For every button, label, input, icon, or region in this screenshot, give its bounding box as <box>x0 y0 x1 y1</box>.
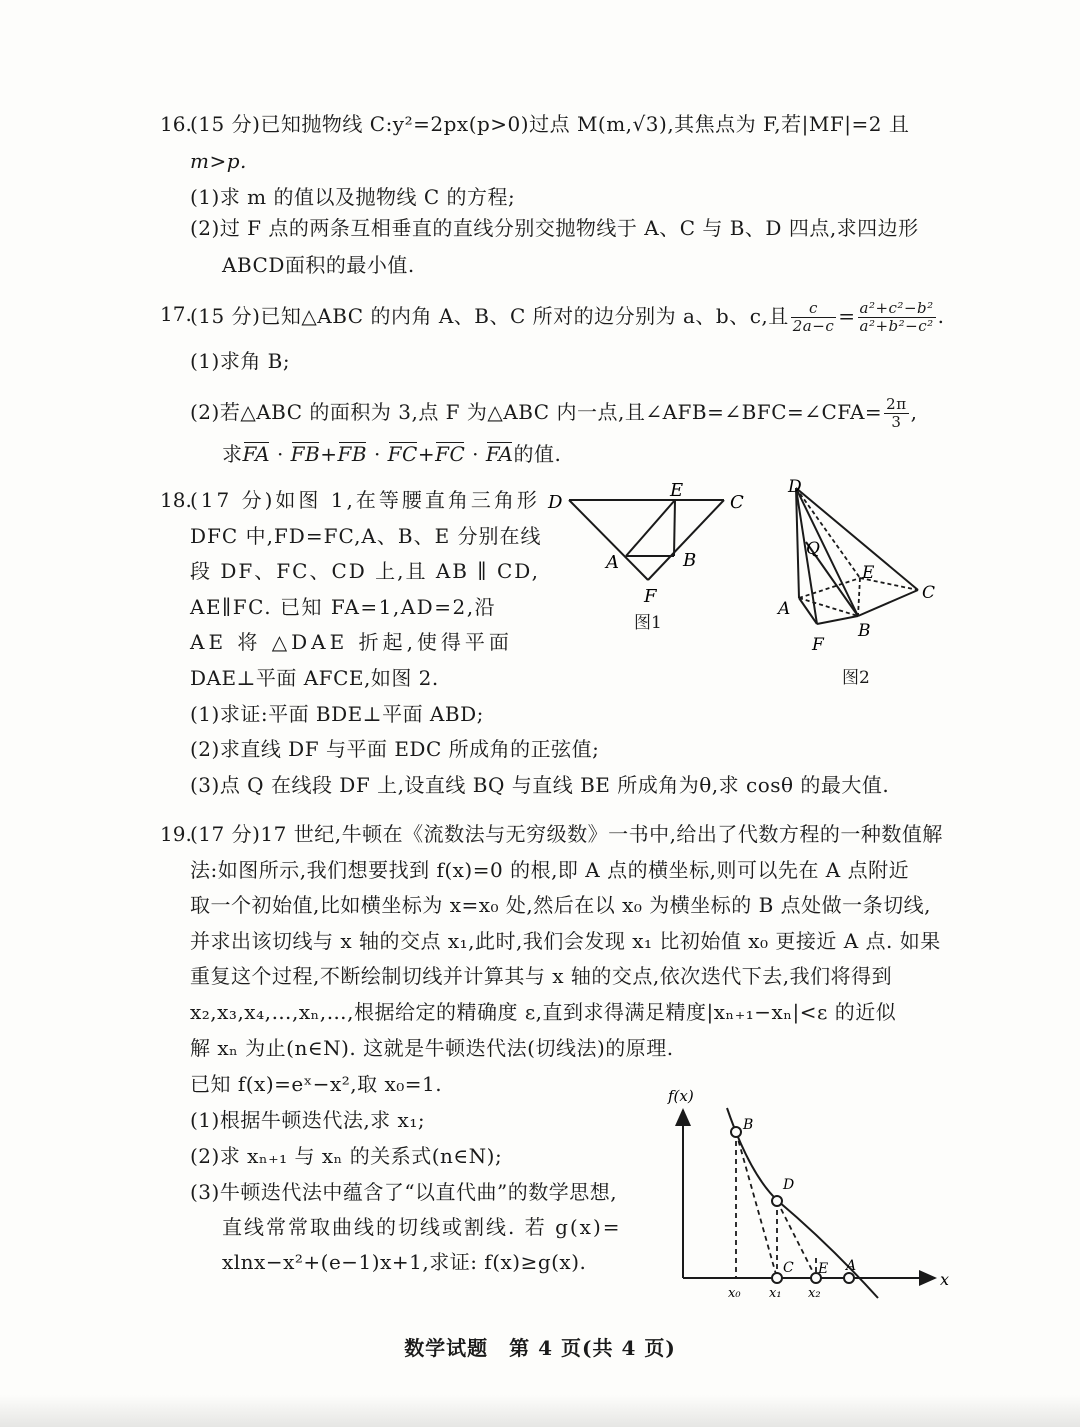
page-footer: 数学试题 第 4 页(共 4 页) <box>404 1336 676 1360</box>
label-e: E <box>818 1261 829 1277</box>
plus-operator: + <box>320 442 338 466</box>
dot-operator: · <box>270 442 291 466</box>
given-function: 已知 f(x)=eˣ−x²,取 x₀=1. <box>190 1072 443 1096</box>
question-stem <box>190 300 944 335</box>
vector-fc: FC <box>435 442 466 466</box>
fraction-c-over-2a-c <box>791 300 836 335</box>
label-b: B <box>858 621 871 641</box>
stem-line: (17 分)17 世纪,牛顿在《流数法与无穷级数》一书中,给出了代数方程的一种数值解 <box>190 822 943 846</box>
stem-line: 并求出该切线与 x 轴的交点 x₁,此时,我们会发现 x₁ 比初始值 x₀ 更接近 A 点. 如果 <box>190 929 941 953</box>
label-d: D <box>548 492 563 513</box>
label-c: C <box>783 1260 794 1276</box>
sub-question-1: (1)求 m 的值以及抛物线 C 的方程; <box>190 185 516 209</box>
label-c: C <box>922 583 936 603</box>
label-e: E <box>862 563 875 583</box>
stem-line: x₂,x₃,x₄,…,xₙ,…,根据给定的精确度 ε,直到求得满足精度|xₙ₊₁−xₙ|<ε 的近似 <box>190 1000 897 1024</box>
figure-2-pyramid-diagram <box>770 478 950 658</box>
sub-question-2-cont: ABCD面积的最小值. <box>222 253 415 277</box>
figure-2-caption: 图2 <box>842 668 870 688</box>
label-c: C <box>730 492 744 513</box>
label-b: B <box>743 1117 754 1133</box>
point-d <box>772 1196 782 1206</box>
x-axis-label: x <box>940 1270 950 1289</box>
plus-operator: + <box>417 442 436 466</box>
point-a <box>844 1273 854 1283</box>
fraction-cosine-ratio <box>858 300 936 335</box>
tick-x0: x₀ <box>728 1286 741 1301</box>
stem-line: DAE⊥平面 AFCE,如图 2. <box>190 666 439 690</box>
stem-line: AE∥FC. 已知 FA=1,AD=2,沿 <box>190 595 497 619</box>
stem-line: 取一个初始值,比如横坐标为 x=x₀ 处,然后在以 x₀ 为横坐标的 B 点处做一条切线, <box>190 893 932 917</box>
label-b: B <box>683 550 697 571</box>
stem-line: 段 DF、FC、CD 上,且 AB ∥ CD, <box>190 559 540 583</box>
label-a: A <box>606 552 619 573</box>
question-number: 18. <box>160 488 192 512</box>
stem-text: (15 分)已知△ABC 的内角 A、B、C 所对的边分别为 a、b、c,且 <box>190 304 789 328</box>
stem-line: 法:如图所示,我们想要找到 f(x)=0 的根,即 A 点的横坐标,则可以先在 A 点附近 <box>190 858 910 882</box>
denominator: a²+b²−c² <box>859 317 934 335</box>
point-b <box>731 1127 741 1137</box>
sub-question-1: (1)求证:平面 BDE⊥平面 ABD; <box>190 702 484 726</box>
figure-1-caption: 图1 <box>634 613 662 633</box>
vector-fc: FC <box>387 442 418 466</box>
point-c <box>772 1273 782 1283</box>
label-e: E <box>670 480 684 501</box>
equals-sign: = <box>838 304 856 328</box>
question-number: 16. <box>160 112 192 136</box>
stem-text: (2)若△ABC 的面积为 3,点 F 为△ABC 内一点,且∠AFB=∠BFC=∠CFA= <box>190 400 883 424</box>
label-f: F <box>644 586 657 607</box>
label-d: D <box>788 478 802 497</box>
sub-question-2 <box>190 396 917 431</box>
label-q: Q <box>806 539 820 559</box>
question-stem: (15 分)已知抛物线 C:y²=2px(p>0)过点 M(m,√3),其焦点为 F,若|MF|=2 且 <box>190 112 910 136</box>
stem-line: AE 将 △DAE 折起,使得平面 <box>190 630 513 654</box>
numerator: c <box>791 300 836 318</box>
label-a: A <box>778 599 791 619</box>
dot-operator: · <box>367 442 388 466</box>
sub-question-1: (1)求角 B; <box>190 349 291 373</box>
stem-line: DFC 中,FD=FC,A、B、E 分别在线 <box>190 524 542 548</box>
label-a: A <box>846 1258 857 1274</box>
comma: , <box>910 400 918 424</box>
label-f: F <box>812 635 824 655</box>
sub-question-3: (3)点 Q 在线段 DF 上,设直线 BQ 与直线 BE 所成角为θ,求 cosθ 的最大值. <box>190 773 890 797</box>
vector-fa: FA <box>485 442 514 466</box>
sub-question-2: (2)过 F 点的两条互相垂直的直线分别交抛物线于 A、C 与 B、D 四点,求四边形 <box>190 216 919 240</box>
dot-operator: · <box>465 442 486 466</box>
denominator: 3 <box>891 413 902 431</box>
denominator: 2a−c <box>792 317 835 335</box>
fraction-2pi-over-3 <box>884 396 908 431</box>
vector-fb: FB <box>337 442 368 466</box>
stem-line: (17 分)如图 1,在等腰直角三角形 <box>190 488 540 512</box>
question-stem-cont: m>p. <box>190 149 247 173</box>
sub-question-3-cont: xlnx−x²+(e−1)x+1,求证: f(x)≥g(x). <box>222 1250 587 1274</box>
scan-edge-shadow <box>0 1395 1080 1427</box>
sub-question-1: (1)根据牛顿迭代法,求 x₁; <box>190 1108 426 1132</box>
numerator: 2π <box>886 395 907 413</box>
label-d: D <box>783 1177 795 1193</box>
stem-text: 求 <box>222 442 243 466</box>
period: . <box>937 304 945 328</box>
sub-question-2-cont <box>222 440 561 468</box>
y-axis-label: f(x) <box>668 1087 694 1105</box>
question-number: 17. <box>160 302 192 326</box>
stem-text: 的值. <box>513 442 562 466</box>
question-number: 19. <box>160 822 192 846</box>
numerator: a²+c²−b² <box>859 299 934 317</box>
sub-question-2: (2)求 xₙ₊₁ 与 xₙ 的关系式(n∈N); <box>190 1144 503 1168</box>
stem-line: 重复这个过程,不断绘制切线并计算其与 x 轴的交点,依次迭代下去,我们将得到 <box>190 964 893 988</box>
sub-question-2: (2)求直线 DF 与平面 EDC 所成角的正弦值; <box>190 737 600 761</box>
sub-question-3-cont: 直线常常取曲线的切线或割线. 若 g(x)= <box>222 1215 622 1239</box>
tick-x1: x₁ <box>769 1286 782 1301</box>
stem-line: 解 xₙ 为止(n∈N). 这就是牛顿迭代法(切线法)的原理. <box>190 1036 674 1060</box>
vector-fb: FB <box>290 442 321 466</box>
tick-x2: x₂ <box>808 1286 821 1301</box>
newton-method-graph <box>650 1075 970 1315</box>
vector-fa: FA <box>242 442 271 466</box>
sub-question-3: (3)牛顿迭代法中蕴含了“以直代曲”的数学思想, <box>190 1180 618 1204</box>
